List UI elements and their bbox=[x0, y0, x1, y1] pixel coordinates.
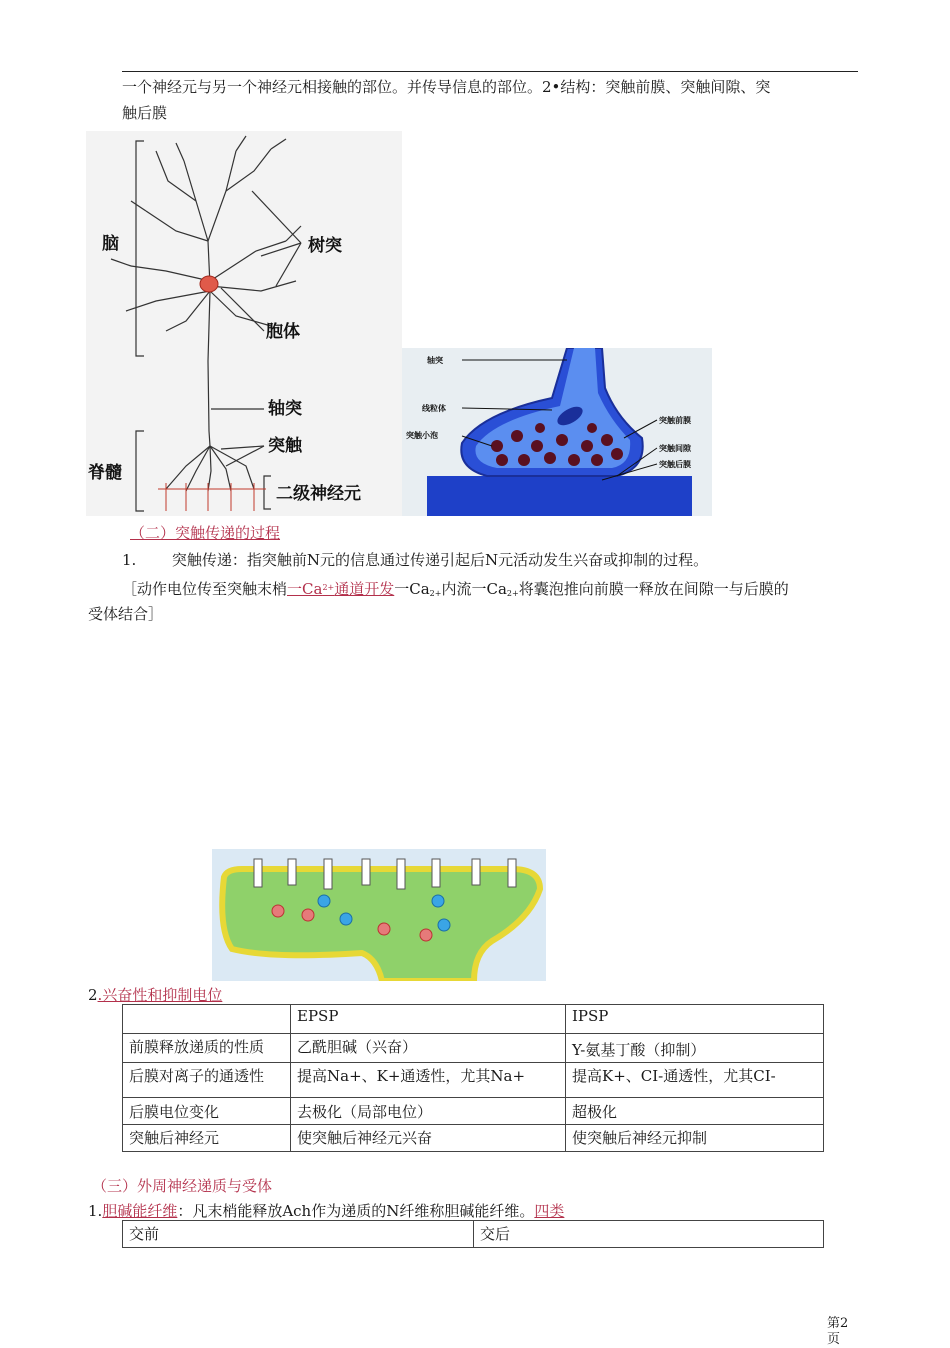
label-dendrite: 树突 bbox=[308, 236, 342, 256]
section2-item1-num: 1. bbox=[122, 551, 137, 569]
section2-heading: （二）突触传递的过程 bbox=[130, 524, 281, 542]
potential-heading-text: .兴奋性和抑制电位 bbox=[97, 986, 223, 1004]
table-row bbox=[123, 1098, 824, 1125]
intro-line-2: 触后膜 bbox=[122, 104, 168, 122]
bracket-ca-link bbox=[287, 580, 394, 598]
bracket-ca1: 一Ca bbox=[287, 580, 323, 598]
label-axon: 轴突 bbox=[268, 399, 302, 419]
bracket-mid2: 内流一Ca bbox=[441, 580, 507, 598]
table-header-row bbox=[123, 1005, 824, 1034]
table-cell: 超极化 bbox=[566, 1098, 824, 1125]
header-rule bbox=[122, 71, 858, 72]
syn-label-presynaptic: 突触前膜 bbox=[659, 416, 691, 425]
table-row bbox=[123, 1063, 824, 1098]
table-cell: 使突触后神经元兴奋 bbox=[291, 1125, 566, 1152]
page-number bbox=[827, 1316, 848, 1348]
table-header-cell: IPSP bbox=[566, 1005, 824, 1034]
bracket-mid1-sub: 2+ bbox=[429, 589, 442, 598]
table-row bbox=[123, 1034, 824, 1063]
bracket-mid3: 将囊泡推向前膜一释放在间隙一与后膜的 bbox=[518, 580, 789, 598]
syn-label-vesicle: 突触小泡 bbox=[406, 431, 438, 440]
section3-item1-num: 1. bbox=[88, 1202, 103, 1220]
neuron-figure bbox=[86, 131, 402, 516]
intro-line-1: 一个神经元与另一个神经元相接触的部位。并传导信息的部位。2•结构：突触前膜、突触间隙、突 bbox=[122, 78, 771, 96]
bracket-ca1-sup: 2+ bbox=[322, 583, 335, 592]
table-cell: 交后 bbox=[474, 1221, 824, 1248]
table-cell: 去极化（局部电位） bbox=[291, 1098, 566, 1125]
soma-shape bbox=[200, 276, 218, 292]
table-cell: 突触后神经元 bbox=[123, 1125, 291, 1152]
table-cell: 提高K+、CI-通透性，尤其CI- bbox=[566, 1063, 824, 1098]
table-header-cell: EPSP bbox=[291, 1005, 566, 1034]
section3-item1-text: ：凡末梢能释放Ach作为递质的N纤维称胆碱能纤维。 bbox=[177, 1202, 535, 1220]
syn-label-postsynaptic: 突触后膜 bbox=[659, 460, 691, 469]
table-cell: 前膜释放递质的性质 bbox=[123, 1034, 291, 1063]
fiber-table bbox=[122, 1220, 824, 1248]
label-synapse: 突触 bbox=[268, 436, 302, 456]
table-cell: 后膜电位变化 bbox=[123, 1098, 291, 1125]
section3-item1-tail: 四类 bbox=[534, 1202, 565, 1220]
table-row bbox=[123, 1221, 824, 1248]
section2-item1 bbox=[122, 547, 708, 573]
table-cell: 提高Na+、K+通透性，尤其Na+ bbox=[291, 1063, 566, 1098]
page-number-line2: 页 bbox=[827, 1332, 841, 1347]
label-secondary-neuron: 二级神经元 bbox=[276, 484, 361, 504]
potential-heading-num: 2 bbox=[88, 986, 98, 1004]
table-cell: Y-氨基丁酸（抑制） bbox=[566, 1034, 824, 1063]
ion-figure bbox=[212, 849, 546, 981]
bracket-open: ［动作电位传至突触末梢 bbox=[122, 580, 288, 598]
bracket-mid2-sub: 2+ bbox=[506, 589, 519, 598]
bracket-mid1: 一Ca bbox=[394, 580, 430, 598]
table-cell: 后膜对离子的通透性 bbox=[123, 1063, 291, 1098]
label-soma: 胞体 bbox=[266, 322, 300, 342]
label-spinal-cord: 脊髓 bbox=[88, 463, 122, 483]
table-header-cell bbox=[123, 1005, 291, 1034]
section2-bracket-line2: 受体结合］ bbox=[88, 605, 164, 623]
table-cell: 使突触后神经元抑制 bbox=[566, 1125, 824, 1152]
section2-item1-text: 突触传递：指突触前N元的信息通过传递引起后N元活动发生兴奋或抑制的过程。 bbox=[171, 551, 709, 569]
syn-label-mitochondria: 线粒体 bbox=[422, 404, 446, 413]
table-cell: 乙酰胆碱（兴奋） bbox=[291, 1034, 566, 1063]
section3-item1-term: 胆碱能纤维 bbox=[102, 1202, 178, 1220]
section3-heading: （三）外周神经递质与受体 bbox=[92, 1177, 273, 1195]
table-row bbox=[123, 1125, 824, 1152]
potential-table bbox=[122, 1004, 824, 1152]
syn-label-cleft: 突触间隙 bbox=[659, 444, 691, 453]
section2-bracket-line1 bbox=[122, 575, 789, 607]
label-brain: 脑 bbox=[102, 234, 119, 254]
syn-label-axon: 轴突 bbox=[427, 356, 443, 365]
table-cell: 交前 bbox=[123, 1221, 474, 1248]
bracket-channel: 通道开发 bbox=[334, 580, 395, 598]
page-number-line1: 第2 bbox=[827, 1316, 849, 1331]
synapse-figure bbox=[402, 348, 712, 516]
